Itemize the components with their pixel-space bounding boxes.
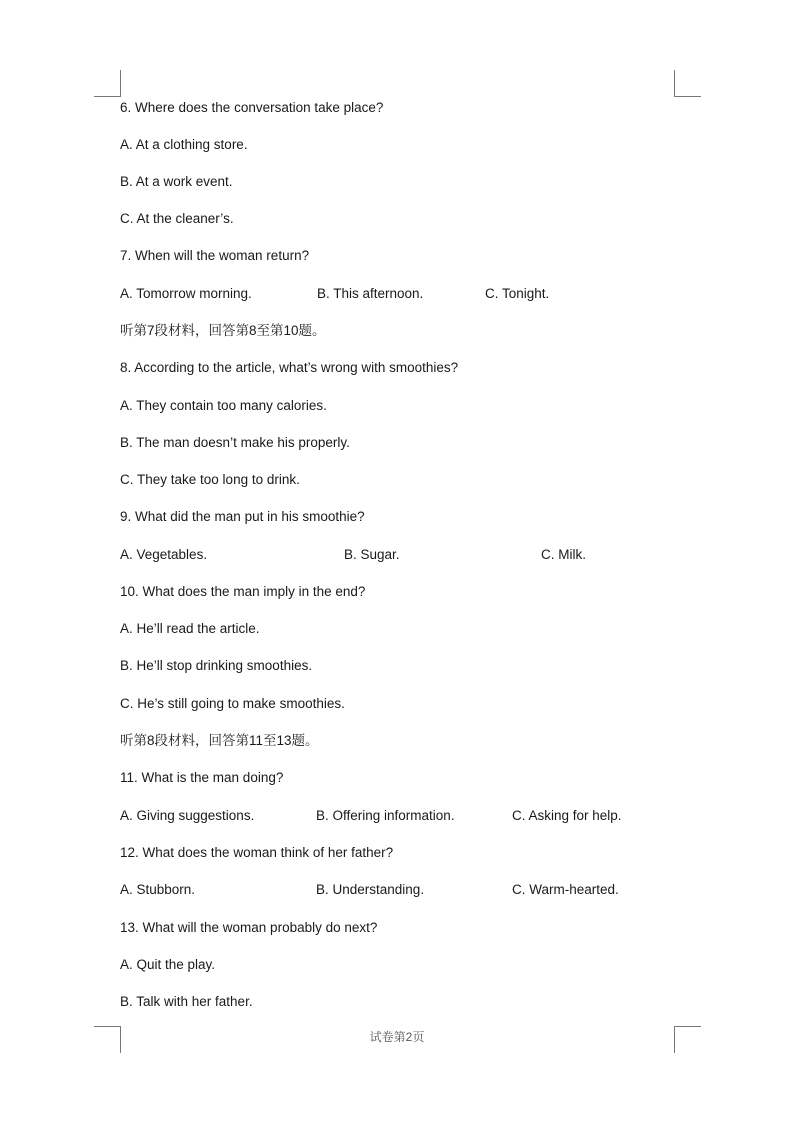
section-7-instruction: 听第7段材料，回答第8至第10题。 xyxy=(120,323,326,338)
q8-option-c: C. They take too long to drink. xyxy=(120,472,300,487)
q6-option-c: C. At the cleaner’s. xyxy=(120,211,234,226)
q12-option-c: C. Warm-hearted. xyxy=(512,882,619,897)
page-footer: 试卷第2页 xyxy=(369,1030,425,1044)
question-8: 8. According to the article, what’s wrong with smoothies? xyxy=(120,360,459,375)
q9-option-b: B. Sugar. xyxy=(344,547,400,562)
q8-option-a: A. They contain too many calories. xyxy=(120,398,327,413)
crop-mark-top-right xyxy=(674,70,701,97)
question-7: 7. When will the woman return? xyxy=(120,248,310,263)
q8-option-b: B. The man doesn’t make his properly. xyxy=(120,435,350,450)
q12-option-b: B. Understanding. xyxy=(316,882,425,897)
q7-option-b: B. This afternoon. xyxy=(317,286,424,301)
question-13: 13. What will the woman probably do next? xyxy=(120,920,378,935)
q7-option-a: A. Tomorrow morning. xyxy=(120,286,252,301)
question-6: 6. Where does the conversation take place? xyxy=(120,100,384,115)
question-11: 11. What is the man doing? xyxy=(120,770,284,785)
q9-option-c: C. Milk. xyxy=(541,547,586,562)
crop-mark-top-left xyxy=(94,70,121,97)
q11-option-b: B. Offering information. xyxy=(316,808,455,823)
q10-option-b: B. He’ll stop drinking smoothies. xyxy=(120,658,313,673)
q6-option-b: B. At a work event. xyxy=(120,174,233,189)
question-9: 9. What did the man put in his smoothie? xyxy=(120,509,365,524)
q10-option-a: A. He’ll read the article. xyxy=(120,621,260,636)
question-10: 10. What does the man imply in the end? xyxy=(120,584,366,599)
q13-option-a: A. Quit the play. xyxy=(120,957,216,972)
q6-option-a: A. At a clothing store. xyxy=(120,137,248,152)
section-8-instruction: 听第8段材料，回答第11至13题。 xyxy=(120,733,319,748)
q11-option-c: C. Asking for help. xyxy=(512,808,622,823)
question-12: 12. What does the woman think of her father? xyxy=(120,845,394,860)
q9-option-a: A. Vegetables. xyxy=(120,547,208,562)
q11-option-a: A. Giving suggestions. xyxy=(120,808,255,823)
q7-option-c: C. Tonight. xyxy=(485,286,550,301)
q13-option-b: B. Talk with her father. xyxy=(120,994,253,1009)
q12-option-a: A. Stubborn. xyxy=(120,882,196,897)
q10-option-c: C. He’s still going to make smoothies. xyxy=(120,696,345,711)
